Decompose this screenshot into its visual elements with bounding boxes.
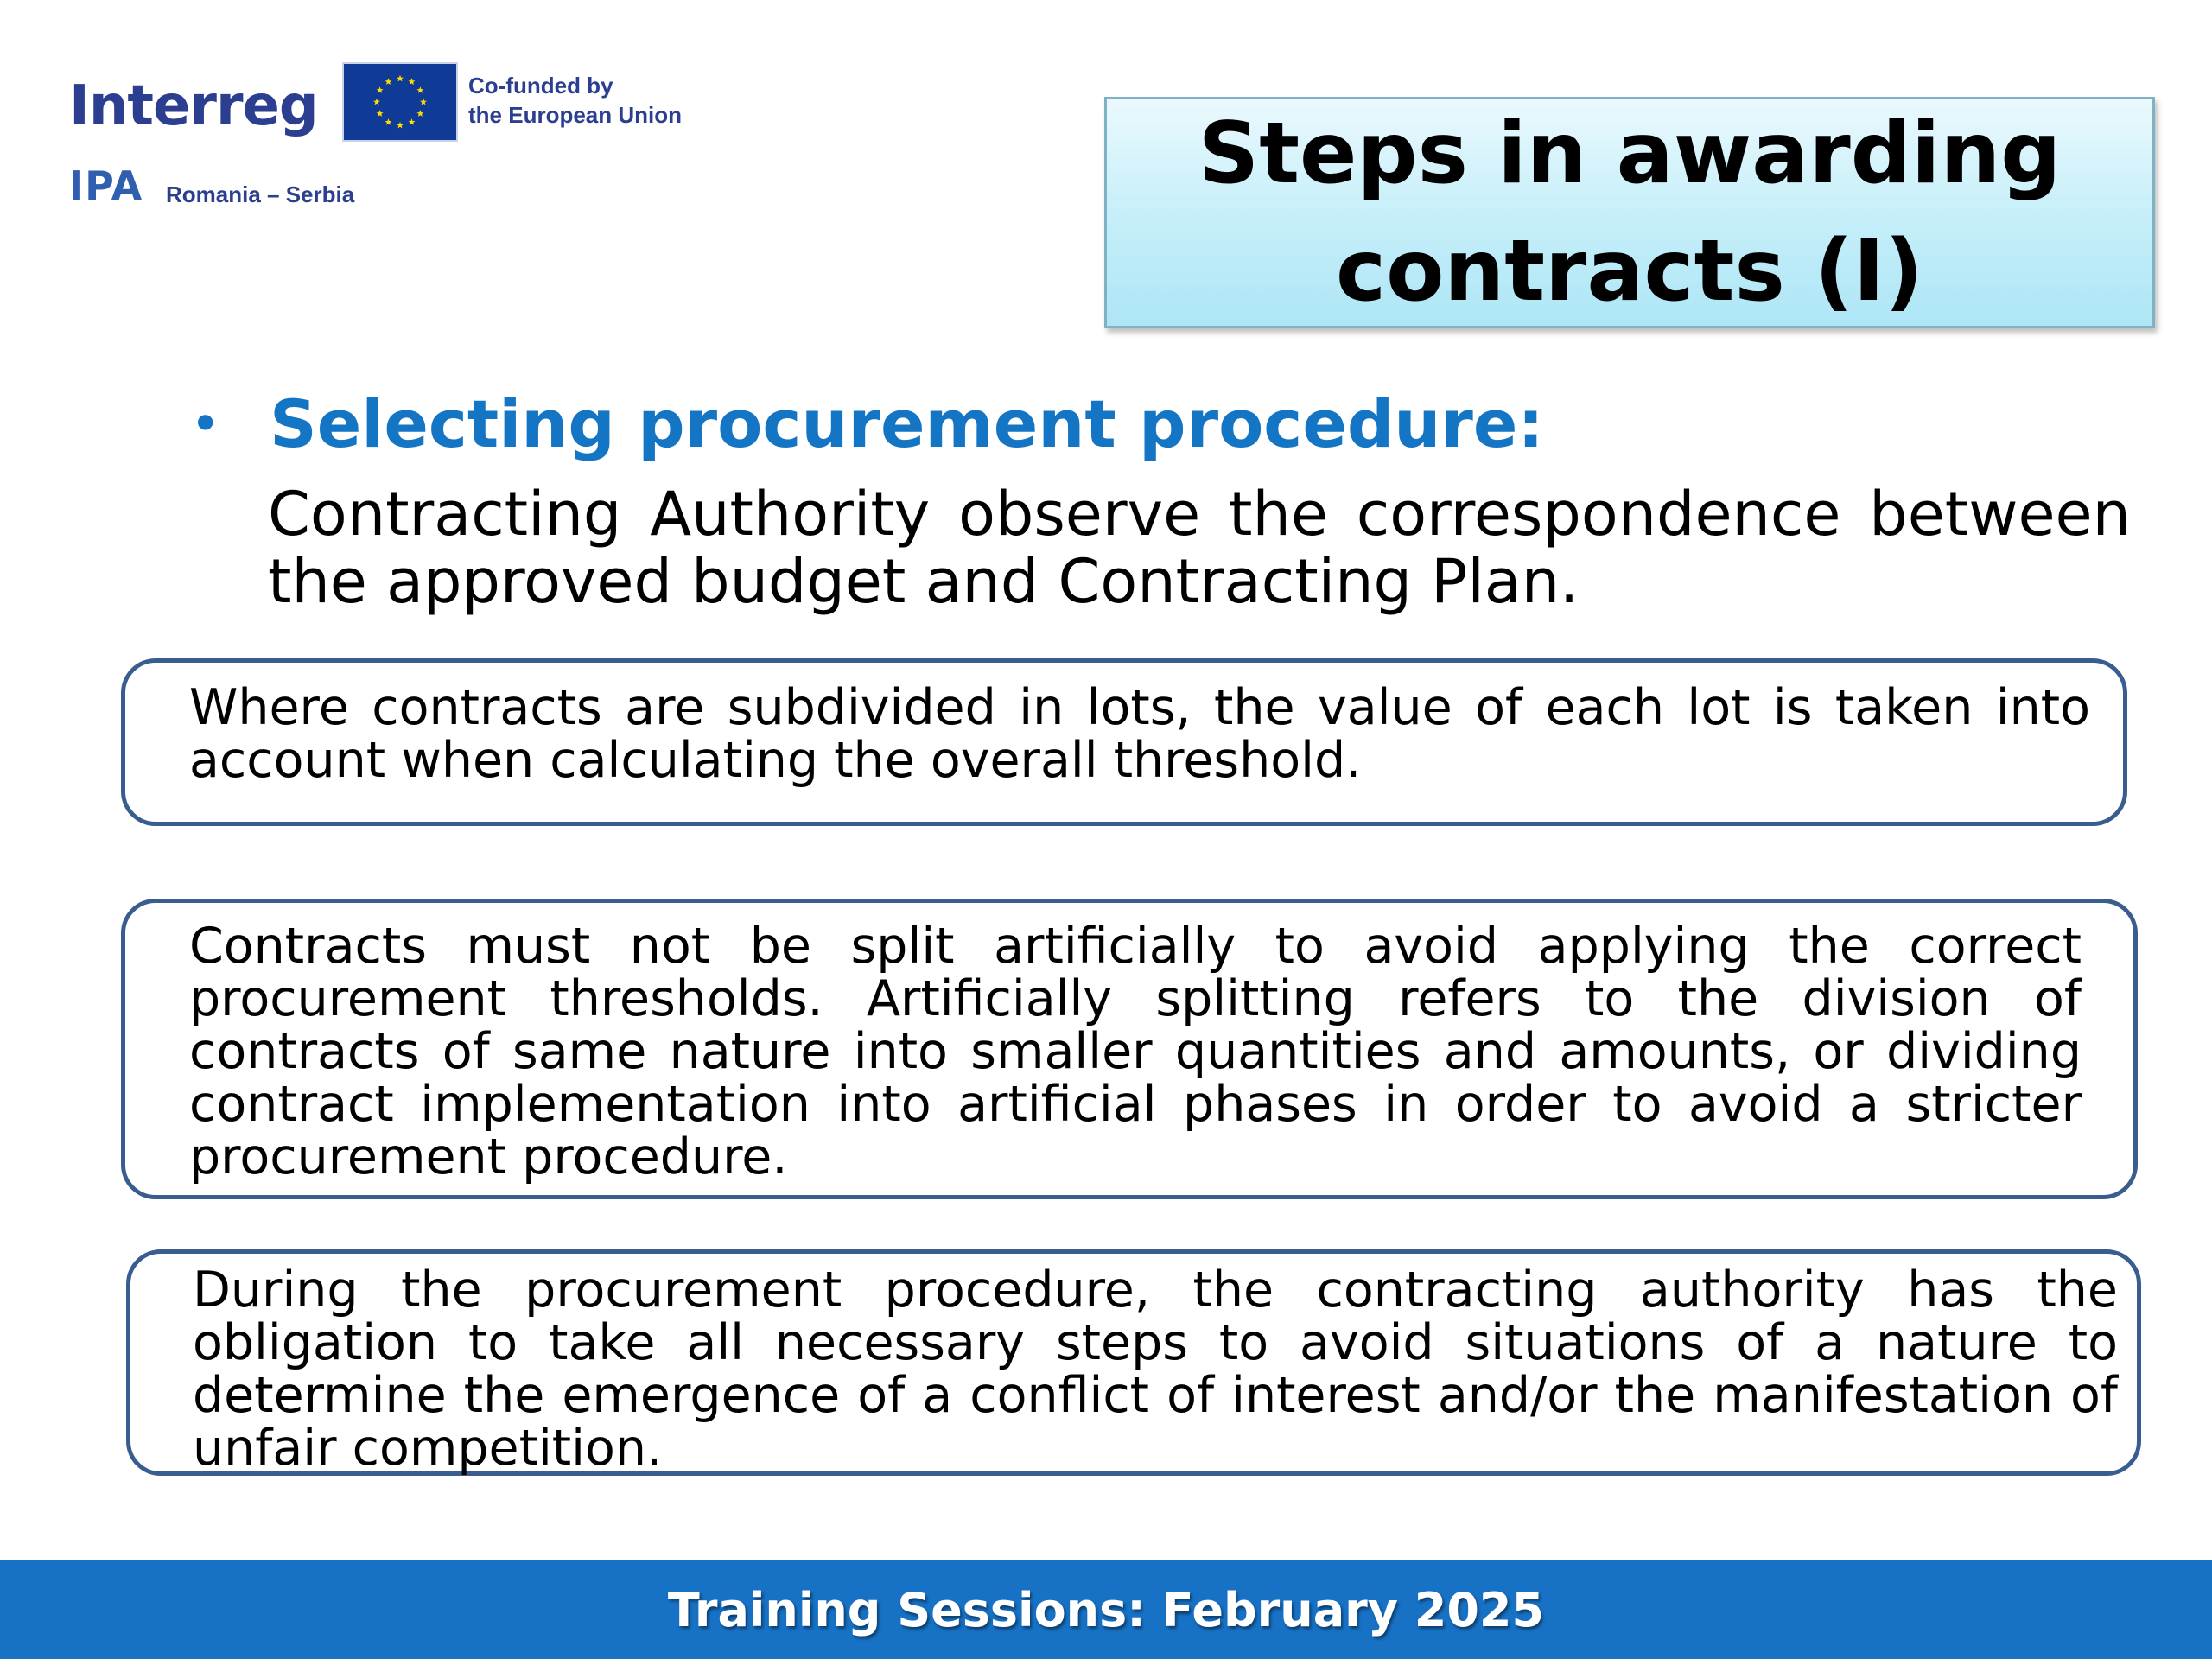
eu-stars-icon [344, 64, 456, 140]
info-box-text: During the procurement procedure, the contracting authority has the obligation to take all necessary steps to avoid situations of a nature to determine the emergence of a conflict of interest and/or the manifestation of unfair competition. [193, 1262, 2118, 1477]
eu-star-icon [409, 118, 416, 125]
title-line-1: Steps in awarding [1198, 105, 2062, 203]
interreg-logo [69, 55, 726, 228]
slide-title-box [1104, 97, 2155, 328]
eu-star-icon [377, 86, 384, 93]
cofunded-line-1: Co-funded by [468, 73, 613, 99]
info-box-splitting [121, 899, 2138, 1199]
eu-flag-icon [342, 62, 458, 142]
eu-star-icon [385, 118, 392, 125]
info-box-text: Contracts must not be split artificially to avoid applying the correct procurement thresholds. Artificially splitting refers to the division of contracts of same nature into smaller quantities and amounts, or dividing contract implementation into artificial phases in order to avoid a stricter procurement procedure. [189, 918, 2082, 1185]
title-line-2: contracts (I) [1336, 222, 1923, 321]
bullet-icon: • [190, 394, 221, 454]
eu-star-icon [409, 78, 416, 85]
footer-text: Training Sessions: February 2025 [667, 1582, 1545, 1637]
eu-star-icon [416, 110, 423, 117]
slide-title [1198, 95, 2062, 330]
eu-star-icon [377, 110, 384, 117]
ipa-wordmark: IPA [69, 162, 143, 209]
eu-star-icon [385, 78, 392, 85]
eu-star-icon [416, 86, 423, 93]
bullet-heading: Selecting procurement procedure: [270, 385, 1544, 462]
footer-bar [0, 1560, 2212, 1659]
info-box-conflict [126, 1249, 2141, 1476]
eu-star-icon [397, 75, 404, 82]
cofunded-label [468, 71, 682, 130]
cofunded-line-2: the European Union [468, 102, 682, 128]
intro-paragraph: Contracting Authority observe the correspondence between the approved budget and Contracting Plan. [268, 479, 2131, 617]
eu-star-icon [373, 99, 380, 105]
eu-star-icon [397, 122, 404, 129]
info-box-lots [121, 658, 2127, 826]
region-label: Romania – Serbia [166, 181, 355, 207]
info-box-text: Where contracts are subdivided in lots, the value of each lot is taken into account when calculating the overall threshold. [189, 679, 2090, 789]
eu-star-icon [420, 99, 427, 105]
interreg-wordmark: Interreg [69, 74, 318, 138]
